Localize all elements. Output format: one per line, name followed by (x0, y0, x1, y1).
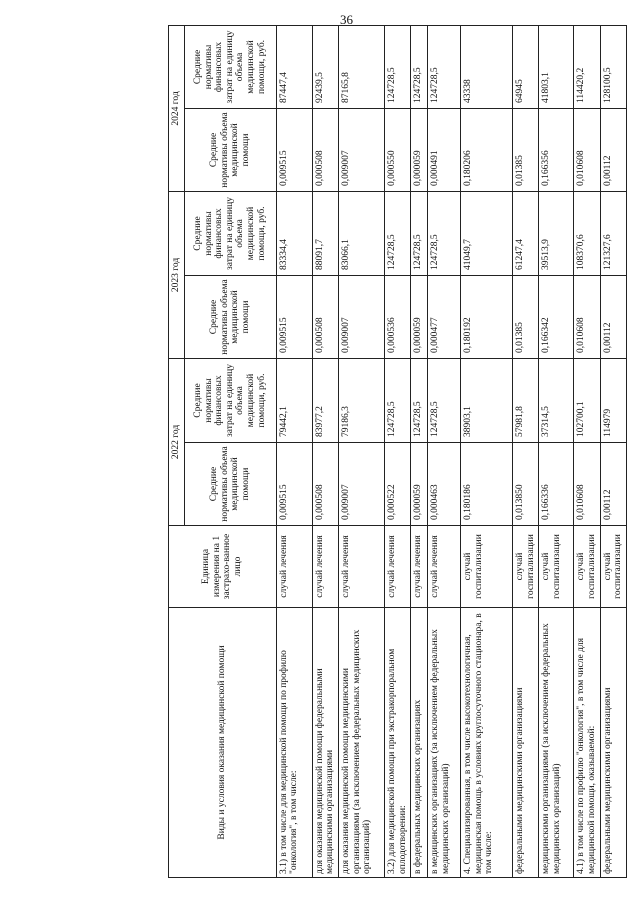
table-row (384, 25, 410, 877)
cell-c2022: 79186,3 (338, 358, 384, 442)
header-name: Виды и условия оказания медицинской помощи (169, 608, 277, 878)
cell-c2023: 124728,5 (384, 191, 410, 275)
cell-c2024: 87447,4 (276, 25, 312, 108)
cell-v2023: 0,010608 (574, 275, 600, 358)
cell-c2022: 57981,8 (513, 358, 539, 442)
cell-unit: случай лечения (338, 526, 384, 608)
cell-v2024: 0,180206 (461, 108, 513, 191)
cell-c2023: 108370,6 (574, 191, 600, 275)
cell-unit: случай лечения (312, 526, 338, 608)
cell-c2024: 128100,5 (600, 25, 626, 108)
header-year-2022: 2022 год (169, 358, 185, 525)
header-year-2024: 2024 год (169, 25, 185, 191)
cell-c2023: 39513,9 (539, 191, 574, 275)
page-number: 36 (340, 12, 353, 27)
cell-v2023: 0,000536 (384, 275, 410, 358)
cell-v2023: 0,000477 (428, 275, 461, 358)
table-row (411, 25, 428, 877)
cell-name: медицинскими организациями (за исключением федеральных медицинских организаций) (539, 608, 574, 878)
cell-name: федеральными медицинскими организациями (600, 608, 626, 878)
cell-v2022: 0,00112 (600, 443, 626, 526)
cell-c2023: 41049,7 (461, 191, 513, 275)
cell-name: 4.1) в том числе по профилю "онкология", в том числе для медицинской помощи, оказываемой: (574, 608, 600, 878)
cell-unit: случай госпитализации (513, 526, 539, 608)
cell-c2022: 102700,1 (574, 358, 600, 442)
table-row (276, 25, 312, 877)
cell-v2022: 0,010608 (574, 443, 600, 526)
table-row (428, 25, 461, 877)
cell-name: в медицинских организациях (за исключением федеральных медицинских организаций) (428, 608, 461, 878)
cell-unit: случай лечения (384, 526, 410, 608)
table-row (312, 25, 338, 877)
cell-v2022: 0,000508 (312, 443, 338, 526)
cell-v2024: 0,000550 (384, 108, 410, 191)
cell-c2024: 124728,5 (384, 25, 410, 108)
cell-name: в федеральных медицинских организациях (411, 608, 428, 878)
table-row (338, 25, 384, 877)
table-row (574, 25, 600, 877)
header-volume-2022: Средние нормативы объема медицинской помощи (184, 443, 276, 526)
cell-c2022: 79442,1 (276, 358, 312, 442)
cell-c2023: 83066,1 (338, 191, 384, 275)
cell-v2022: 0,000522 (384, 443, 410, 526)
cell-unit: случай госпитализации (539, 526, 574, 608)
cell-v2024: 0,00112 (600, 108, 626, 191)
cell-c2022: 114979 (600, 358, 626, 442)
header-row-years (169, 25, 185, 877)
cell-v2022: 0,009007 (338, 443, 384, 526)
cell-name: для оказания медицинской помощи федеральными медицинскими организациями (312, 608, 338, 878)
table-row (539, 25, 574, 877)
cell-v2024: 0,000491 (428, 108, 461, 191)
header-cost-2022: Средние нормативы финансовых затрат на единицу объема медицинской помощи, руб. (184, 358, 276, 442)
cell-c2023: 124728,5 (411, 191, 428, 275)
normatives-table (168, 25, 627, 878)
cell-v2022: 0,180186 (461, 443, 513, 526)
cell-v2022: 0,000059 (411, 443, 428, 526)
cell-name: 3.2) для медицинской помощи при экстракорпоральном оплодотворении: (384, 608, 410, 878)
cell-name: 3.1) в том числе для медицинской помощи по профилю "онкология", в том числе: (276, 608, 312, 878)
cell-c2024: 124728,5 (428, 25, 461, 108)
cell-v2022: 0,009515 (276, 443, 312, 526)
cell-unit: случай госпитализации (600, 526, 626, 608)
cell-name: 4. Специализированная, в том числе высокотехнологичная, медицинская помощь в условиях круглосуточного стационара, в том числе: (461, 608, 513, 878)
cell-unit: случай госпитализации (574, 526, 600, 608)
cell-v2022: 0,000463 (428, 443, 461, 526)
cell-v2023: 0,166342 (539, 275, 574, 358)
cell-c2022: 38903,1 (461, 358, 513, 442)
header-year-2023: 2023 год (169, 191, 185, 358)
cell-c2024: 124728,5 (411, 25, 428, 108)
cell-v2024: 0,01385 (513, 108, 539, 191)
cell-v2023: 0,00112 (600, 275, 626, 358)
cell-v2024: 0,009007 (338, 108, 384, 191)
table-row (600, 25, 626, 877)
cell-v2024: 0,000508 (312, 108, 338, 191)
cell-c2024: 41803,1 (539, 25, 574, 108)
header-cost-2023: Средние нормативы финансовых затрат на единицу объема медицинской помощи, руб. (184, 191, 276, 275)
cell-c2022: 124728,5 (384, 358, 410, 442)
cell-c2023: 61247,4 (513, 191, 539, 275)
cell-c2024: 92439,5 (312, 25, 338, 108)
cell-c2023: 124728,5 (428, 191, 461, 275)
header-volume-2024: Средние нормативы объема медицинской помощи (184, 108, 276, 191)
cell-c2022: 124728,5 (428, 358, 461, 442)
cell-v2024: 0,009515 (276, 108, 312, 191)
cell-c2024: 43338 (461, 25, 513, 108)
cell-c2024: 64945 (513, 25, 539, 108)
cell-v2023: 0,180192 (461, 275, 513, 358)
cell-unit: случай лечения (276, 526, 312, 608)
cell-c2022: 37314,5 (539, 358, 574, 442)
header-volume-2023: Средние нормативы объема медицинской помощи (184, 275, 276, 358)
cell-c2024: 87165,8 (338, 25, 384, 108)
cell-c2023: 88091,7 (312, 191, 338, 275)
cell-v2022: 0,166336 (539, 443, 574, 526)
cell-unit: случай лечения (411, 526, 428, 608)
cell-name: для оказания медицинской помощи медицинскими организациями (за исключением федеральных медицинских организаций) (338, 608, 384, 878)
cell-unit: случай лечения (428, 526, 461, 608)
cell-v2023: 0,009515 (276, 275, 312, 358)
cell-v2023: 0,000508 (312, 275, 338, 358)
cell-c2024: 114420,2 (574, 25, 600, 108)
cell-v2024: 0,166356 (539, 108, 574, 191)
cell-unit: случай госпитализации (461, 526, 513, 608)
cell-v2023: 0,000059 (411, 275, 428, 358)
cell-v2023: 0,009007 (338, 275, 384, 358)
cell-v2024: 0,010608 (574, 108, 600, 191)
cell-v2022: 0,013850 (513, 443, 539, 526)
table-row (461, 25, 513, 877)
header-unit: Единица измерения на 1 застрахо-ванное лицо (169, 526, 277, 608)
cell-c2022: 124728,5 (411, 358, 428, 442)
rotated-table-container (168, 26, 624, 878)
cell-c2022: 83977,2 (312, 358, 338, 442)
cell-c2023: 83334,4 (276, 191, 312, 275)
cell-v2023: 0,01385 (513, 275, 539, 358)
header-cost-2024: Средние нормативы финансовых затрат на единицу объема медицинской помощи, руб. (184, 25, 276, 108)
cell-v2024: 0,000059 (411, 108, 428, 191)
cell-name: федеральными медицинскими организациями (513, 608, 539, 878)
cell-c2023: 121327,6 (600, 191, 626, 275)
table-row (513, 25, 539, 877)
